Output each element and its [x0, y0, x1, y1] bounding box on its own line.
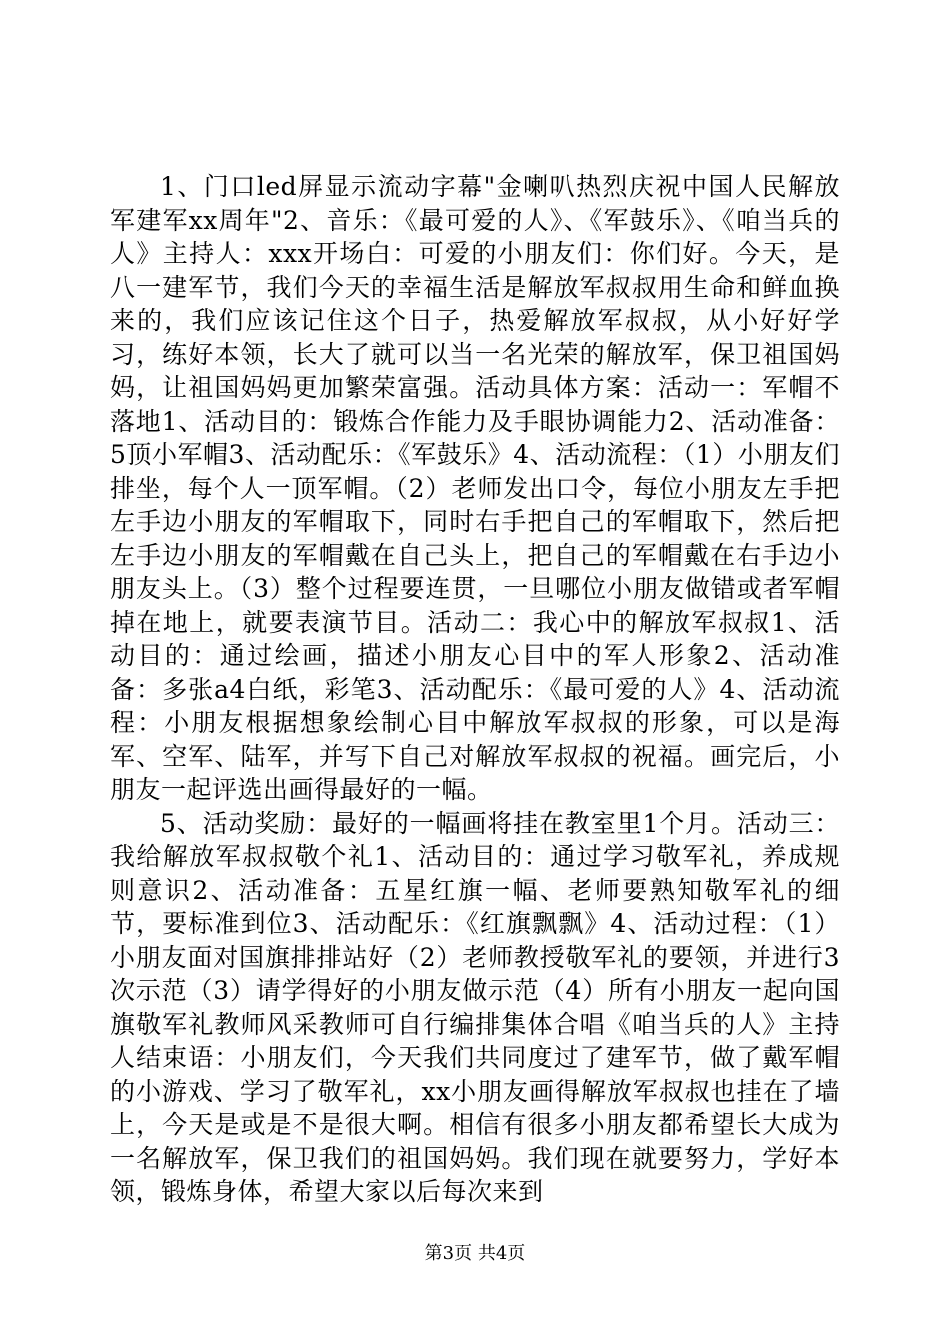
- paragraph-2: 5、活动奖励：最好的一幅画将挂在教室里1个月。活动三：我给解放军叔叔敬个礼1、活动目的：通过学习敬军礼，养成规则意识2、活动准备：五星红旗一幅、老师要熟知敬军礼的细节，要标准到位3、活动配乐：《红旗飘飘》4、活动过程：（1）小朋友面对国旗排排站好（2）老师教授敬军礼的要领，并进行3次示范（3）请学得好的小朋友做示范（4）所有小朋友一起向国旗敬军礼教师风采教师可自行编排集体合唱《咱当兵的人》主持人结束语：小朋友们，今天我们共同度过了建军节，做了戴军帽的小游戏、学习了敬军礼，xx小朋友画得解放军叔叔也挂在了墙上，今天是或是不是很大啊。相信有很多小朋友都希望长大成为一名解放军，保卫我们的祖国妈妈。我们现在就要努力，学好本领，锻炼身体，希望大家以后每次来到: [110, 808, 840, 1206]
- document-body: [110, 170, 840, 1209]
- page-number-footer: 第3页 共4页: [424, 1243, 526, 1264]
- paragraph-1: 1、门口led屏显示流动字幕"金喇叭热烈庆祝中国人民解放军建军xx周年"2、音乐：《最可爱的人》、《军鼓乐》、《咱当兵的人》主持人：xxx开场白：可爱的小朋友们：你们好。今天，是八一建军节，我们今天的幸福生活是解放军叔叔用生命和鲜血换来的，我们应该记住这个日子，热爱解放军叔叔，从小好好学习，练好本领，长大了就可以当一名光荣的解放军，保卫祖国妈妈，让祖国妈妈更加繁荣富强。活动具体方案：活动一：军帽不落地1、活动目的：锻炼合作能力及手眼协调能力2、活动准备：5顶小军帽3、活动配乐：《军鼓乐》4、活动流程：（1）小朋友们排坐，每个人一顶军帽。（2）老师发出口令，每位小朋友左手把左手边小朋友的军帽取下，同时右手把自己的军帽取下，然后把左手边小朋友的军帽戴在自己头上，把自己的军帽戴在右手边小朋友头上。（3）整个过程要连贯，一旦哪位小朋友做错或者军帽掉在地上，就要表演节目。活动二：我心中的解放军叔叔1、活动目的：通过绘画，描述小朋友心目中的军人形象2、活动准备：多张a4白纸，彩笔3、活动配乐：《最可爱的人》4、活动流程：小朋友根据想象绘制心目中解放军叔叔的形象，可以是海军、空军、陆军，并写下自己对解放军叔叔的祝福。画完后，小朋友一起评选出画得最好的一幅。: [110, 172, 840, 804]
